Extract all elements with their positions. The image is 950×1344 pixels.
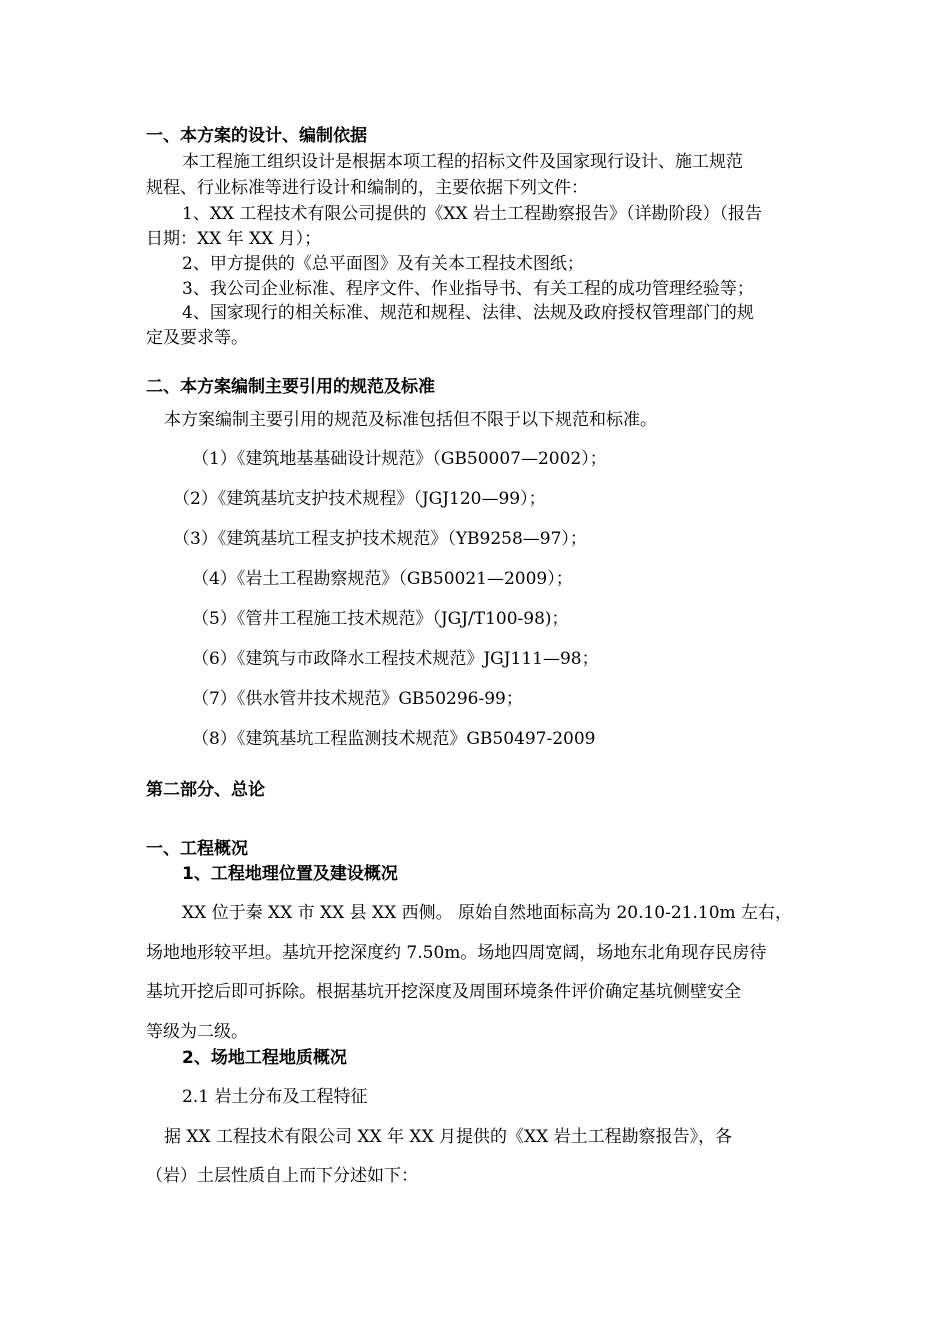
- section2-intro: 本方案编制主要引用的规范及标准包括但不限于以下规范和标准。: [164, 410, 657, 430]
- basis-item-4-line2: 定及要求等。: [146, 328, 248, 348]
- basis-item-1-line1: 1、XX 工程技术有限公司提供的《XX 岩土工程勘察报告》（详勘阶段）（报告: [182, 204, 763, 224]
- location-para-line1: XX 位于秦 XX 市 XX 县 XX 西侧。 原始自然地面标高为 20.10-21.10m 左右，: [182, 903, 793, 923]
- standard-item: （7）《供水管井技术规范》GB50296-99；: [192, 689, 523, 709]
- standard-item: （3）《建筑基坑工程支护技术规范》（YB9258—97）；: [173, 529, 587, 549]
- section2-heading: 二、本方案编制主要引用的规范及标准: [146, 377, 435, 397]
- standard-item: （4）《岩土工程勘察规范》（GB50021—2009）；: [192, 569, 573, 589]
- basis-item-2: 2、甲方提供的《总平面图》及有关本工程技术图纸；: [182, 254, 584, 274]
- basis-item-4-line1: 4、国家现行的相关标准、规范和规程、法律、法规及政府授权管理部门的规: [182, 303, 754, 323]
- overview-heading: 一、工程概况: [146, 839, 248, 859]
- standard-item: （1）《建筑地基基础设计规范》（GB50007—2002）；: [192, 449, 607, 469]
- geology-para-line2: （岩）土层性质自上而下分述如下：: [146, 1166, 418, 1186]
- location-para-line4: 等级为二级。: [146, 1022, 248, 1042]
- geology-subheading: 2.1 岩土分布及工程特征: [182, 1087, 368, 1107]
- standard-item: （5）《管井工程施工技术规范》（JGJ/T100-98)；: [192, 609, 569, 629]
- basis-item-3: 3、我公司企业标准、程序文件、作业指导书、有关工程的成功管理经验等；: [182, 279, 754, 299]
- location-heading: 1、工程地理位置及建设概况: [182, 864, 398, 884]
- part2-heading: 第二部分、总论: [146, 780, 265, 800]
- section1-intro-line1: 本工程施工组织设计是根据本项工程的招标文件及国家现行设计、施工规范: [182, 152, 743, 172]
- geology-heading: 2、场地工程地质概况: [182, 1048, 347, 1068]
- standard-item: （2）《建筑基坑支护技术规程》（JGJ120—99）；: [173, 489, 546, 509]
- location-para-line2: 场地地形较平坦。基坑开挖深度约 7.50m。场地四周宽阔，场地东北角现存民房待: [146, 943, 767, 963]
- location-para-line3: 基坑开挖后即可拆除。根据基坑开挖深度及周围环境条件评价确定基坑侧壁安全: [146, 982, 741, 1002]
- standard-item: （8）《建筑基坑工程监测技术规范》GB50497-2009: [192, 729, 596, 749]
- standard-item: （6）《建筑与市政降水工程技术规范》JGJ111—98；: [192, 649, 599, 669]
- basis-item-1-line2: 日期：XX 年 XX 月）；: [146, 229, 322, 249]
- section1-heading: 一、本方案的设计、编制依据: [146, 126, 367, 146]
- section1-intro-line2: 规程、行业标准等进行设计和编制的，主要依据下列文件：: [146, 178, 588, 198]
- geology-para-line1: 据 XX 工程技术有限公司 XX 年 XX 月提供的《XX 岩土工程勘察报告》，各: [164, 1127, 733, 1147]
